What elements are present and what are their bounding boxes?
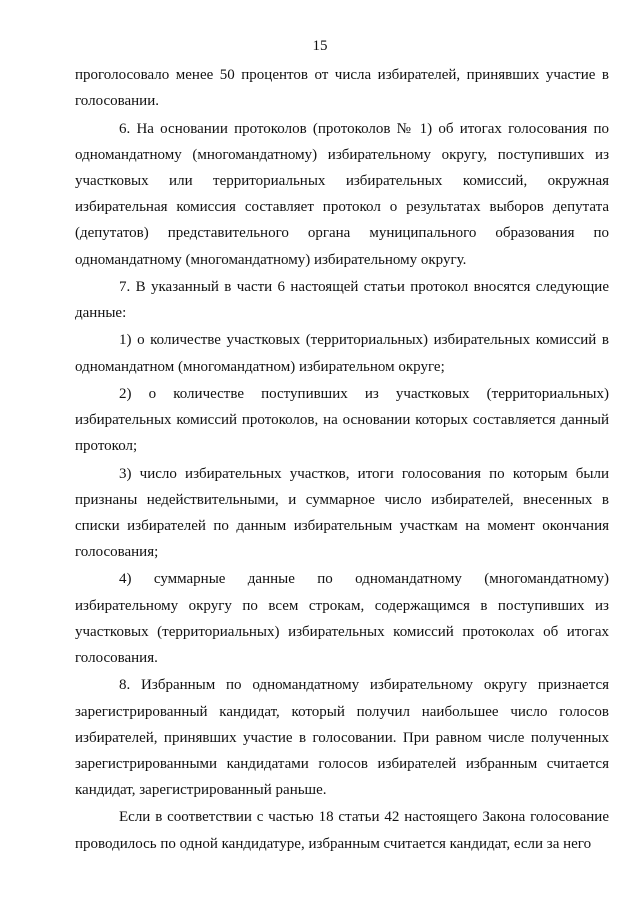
paragraph-continuation: проголосовало менее 50 процентов от числа избирателей, принявших участие в голосовании. bbox=[75, 67, 609, 110]
paragraph-part-6: 6. На основании протоколов (протоколов № 1) об итогах голосования по одномандатному (многомандатному) избирательному округу, поступивших из участковых или территориальных избирательных комиссий, окружная избирательная комиссия составляет протокол о результатах выборов депутата (депутатов) представительного органа муниципального образования по одномандатному (многомандатному) избирательному округу. bbox=[75, 120, 609, 268]
page-number: 15 bbox=[312, 38, 328, 54]
paragraph-single-candidate: Если в соответствии с частью 18 статьи 42 настоящего Закона голосование проводилось по одной кандидатуре, избранным считается кандидат, если за него bbox=[75, 809, 609, 852]
paragraph-item-4: 4) суммарные данные по одномандатному (многомандатному) избирательному округу по всем строкам, содержащимся в поступивших из участковых (территориальных) избирательных комиссий протоколах об итогах голосования. bbox=[75, 571, 609, 667]
paragraph-item-3: 3) число избирательных участков, итоги голосования по которым были признаны недействительными, и суммарное число избирателей, внесенных в списки избирателей по данным избирательным участкам на момент окончания голосования; bbox=[75, 465, 609, 561]
paragraph-part-7: 7. В указанный в части 6 настоящей статьи протокол вносятся следующие данные: bbox=[75, 278, 609, 322]
paragraph-part-8: 8. Избранным по одномандатному избирательному округу признается зарегистрированный кандидат, который получил наибольшее число голосов избирателей, принявших участие в голосовании. При равном числе полученных зарегистрированными кандидатами голосов избирателей избранным считается кандидат, зарегистрированный раньше. bbox=[75, 677, 609, 799]
paragraph-item-1: 1) о количестве участковых (территориальных) избирательных комиссий в одномандатном (многомандатном) избирательном округе; bbox=[75, 332, 609, 375]
paragraph-item-2: 2) о количестве поступивших из участковых (территориальных) избирательных комиссий протоколов, на основании которых составляется данный протокол; bbox=[75, 385, 609, 455]
document-body bbox=[75, 62, 609, 858]
